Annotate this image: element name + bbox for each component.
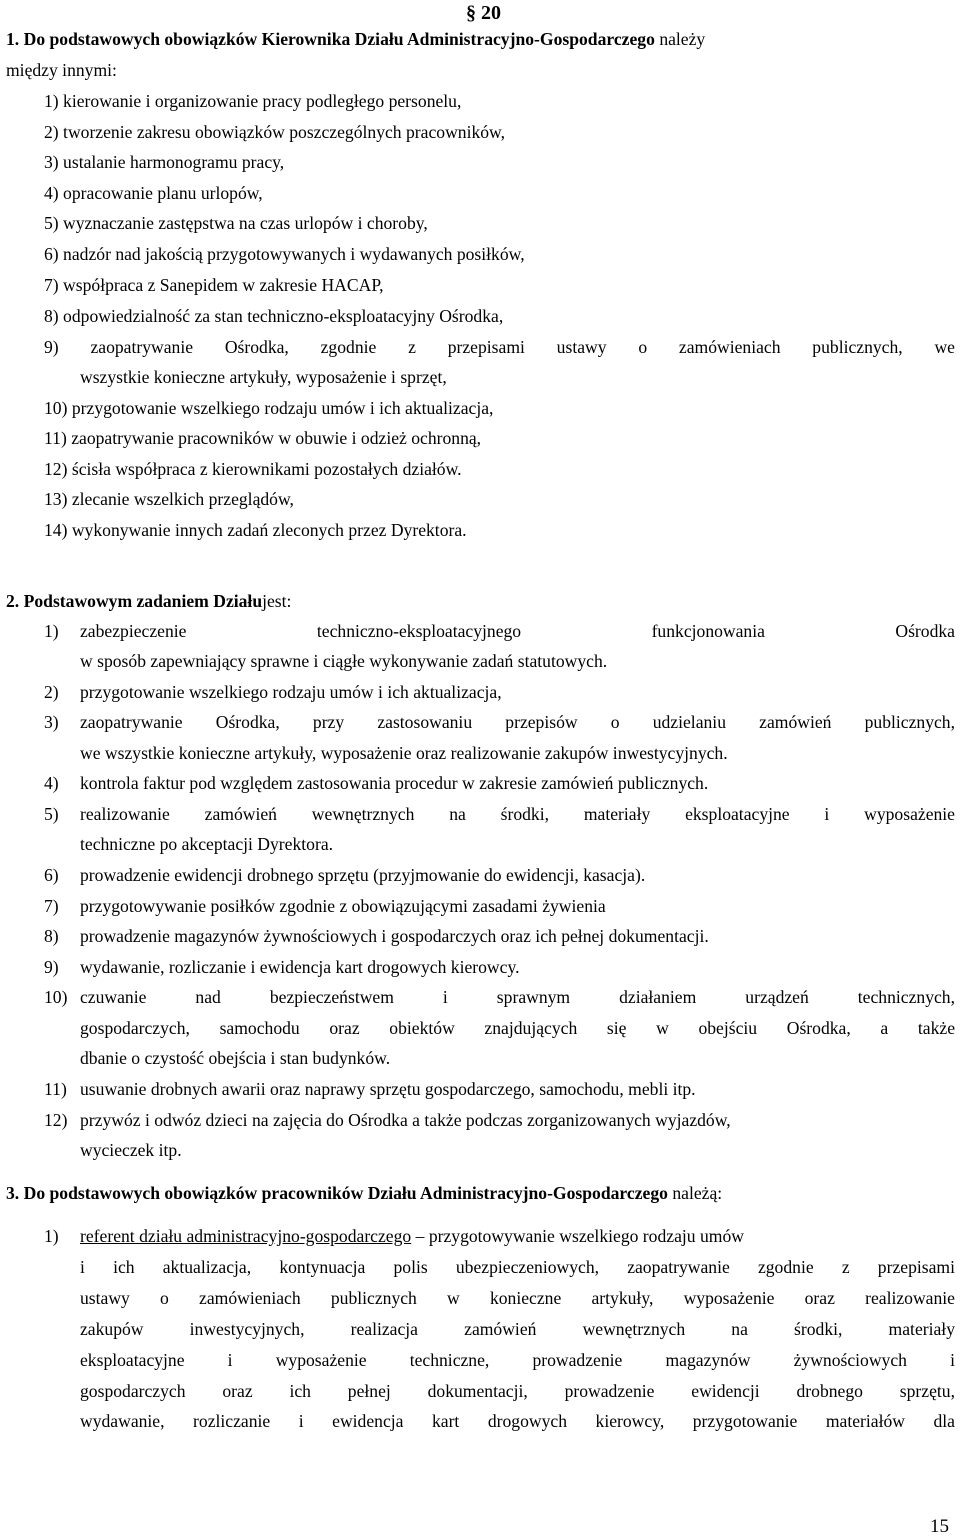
- s3-item1-first-rest: – przygotowywanie wszelkiego rodzaju umów: [411, 1226, 744, 1246]
- s2-item-num: 2): [44, 682, 59, 702]
- s1-heading-bold: Do podstawowych obowiązków Kierownika Działu Administracyjno-Gospodarczego: [23, 29, 655, 49]
- s2-item-text: przywóz i odwóz dzieci na zajęcia do Ośrodka a także podczas zorganizowanych wyjazdów,: [80, 1110, 731, 1130]
- s2-heading-num: 2.: [6, 591, 20, 611]
- s2-item-text: realizowanie zamówień wewnętrznych na środki, materiały eksploatacyjne i wyposażenie: [80, 804, 955, 824]
- s2-item-text: prowadzenie magazynów żywnościowych i gospodarczych oraz ich pełnej dokumentacji.: [80, 926, 709, 946]
- s2-item-num: 7): [44, 896, 59, 916]
- s2-item-num: 11): [44, 1079, 67, 1099]
- s2-item-num: 6): [44, 865, 59, 885]
- s1-item: wszystkie konieczne artykuły, wyposażenie i sprzęt,: [80, 367, 447, 387]
- s1-item: 2) tworzenie zakresu obowiązków poszczególnych pracowników,: [44, 122, 506, 142]
- s2-item-text: techniczne po akceptacji Dyrektora.: [80, 834, 334, 854]
- s2-item-text: przygotowywanie posiłków zgodnie z obowiązującymi zasadami żywienia: [80, 896, 606, 916]
- s1-item: 8) odpowiedzialność za stan techniczno-eksploatacyjny Ośrodka,: [44, 306, 504, 326]
- s2-item-text: przygotowanie wszelkiego rodzaju umów i ich aktualizacja,: [80, 682, 502, 702]
- s3-item1-line: wydawanie, rozliczanie i ewidencja kart drogowych kierowcy, przygotowanie materiałów dla: [80, 1411, 955, 1431]
- section-title: § 20: [466, 2, 501, 24]
- s3-item1-line: eksploatacyjne i wyposażenie techniczne, prowadzenie magazynów żywnościowych i: [80, 1350, 955, 1370]
- s2-heading-bold2: Działu: [213, 591, 263, 611]
- s2-item-text: prowadzenie ewidencji drobnego sprzętu (przyjmowanie do ewidencji, kasacja).: [80, 865, 646, 885]
- s2-heading: [6, 590, 291, 612]
- s2-item-text: usuwanie drobnych awarii oraz naprawy sprzętu gospodarczego, samochodu, mebli itp.: [80, 1079, 696, 1099]
- s3-heading: [6, 1182, 722, 1204]
- s2-item-num: 8): [44, 926, 59, 946]
- s2-item-text: wydawanie, rozliczanie i ewidencja kart drogowych kierowcy.: [80, 957, 520, 977]
- s2-item-text: wycieczek itp.: [80, 1140, 182, 1160]
- s1-item: 1) kierowanie i organizowanie pracy podległego personelu,: [44, 91, 462, 111]
- s3-heading-bold: Do podstawowych obowiązków pracowników Działu Administracyjno-Gospodarczego: [23, 1183, 668, 1203]
- s3-item1-line: i ich aktualizacja, kontynuacja polis ubezpieczeniowych, zaopatrywanie zgodnie z przepisami: [80, 1257, 955, 1277]
- s2-item-text: zaopatrywanie Ośrodka, przy zastosowaniu przepisów o udzielaniu zamówień publicznych,: [80, 712, 955, 732]
- s2-item-num: 1): [44, 621, 59, 641]
- s2-item-num: 5): [44, 804, 59, 824]
- s1-item: 12) ścisła współpraca z kierownikami pozostałych działów.: [44, 459, 462, 479]
- s1-heading: [6, 28, 705, 50]
- s2-item-num: 3): [44, 712, 59, 732]
- s2-item-text: we wszystkie konieczne artykuły, wyposażenie oraz realizowanie zakupów inwestycyjnych.: [80, 743, 728, 763]
- s3-heading-num: 3.: [6, 1183, 20, 1203]
- s3-item1-role: referent działu administracyjno-gospodarczego: [80, 1226, 412, 1246]
- s2-item-num: 9): [44, 957, 59, 977]
- s1-item: 9) zaopatrywanie Ośrodka, zgodnie z przepisami ustawy o zamówieniach publicznych, we: [44, 337, 955, 357]
- s1-item: 11) zaopatrywanie pracowników w obuwie i odzież ochronną,: [44, 428, 482, 448]
- s1-item: 3) ustalanie harmonogramu pracy,: [44, 152, 285, 172]
- s1-heading-num: 1.: [6, 29, 20, 49]
- s3-item1-line: zakupów inwestycyjnych, realizacja zamówień wewnętrznych na środki, materiały: [80, 1319, 955, 1339]
- s2-item-num: 4): [44, 773, 59, 793]
- s3-item1-line: gospodarczych oraz ich pełnej dokumentacji, prowadzenie ewidencji drobnego sprzętu,: [80, 1381, 955, 1401]
- s1-item: 4) opracowanie planu urlopów,: [44, 183, 263, 203]
- s2-item-text: w sposób zapewniający sprawne i ciągłe wykonywanie zadań statutowych.: [80, 651, 608, 671]
- s2-item-num: 12): [44, 1110, 68, 1130]
- s2-heading-bold: Podstawowym zadaniem: [23, 591, 209, 611]
- s1-heading-rest: należy: [659, 29, 706, 49]
- s1-item: 6) nadzór nad jakością przygotowywanych i wydawanych posiłków,: [44, 244, 525, 264]
- s2-item-num: 10): [44, 987, 68, 1007]
- s2-heading-rest: jest:: [262, 591, 292, 611]
- s1-item: 13) zlecanie wszelkich przeglądów,: [44, 489, 294, 509]
- s1-item: 14) wykonywanie innych zadań zleconych przez Dyrektora.: [44, 520, 467, 540]
- s2-item-text: zabezpieczenie techniczno-eksploatacyjnego funkcjonowania Ośrodka: [80, 621, 955, 641]
- s2-item-text: dbanie o czystość obejścia i stan budynków.: [80, 1048, 391, 1068]
- s1-item: 5) wyznaczanie zastępstwa na czas urlopów i choroby,: [44, 213, 428, 233]
- s2-item-text: czuwanie nad bezpieczeństwem i sprawnym działaniem urządzeń technicznych,: [80, 987, 955, 1007]
- s2-item-text: gospodarczych, samochodu oraz obiektów znajdujących się w obejściu Ośrodka, a także: [80, 1018, 955, 1038]
- s3-item1-num: 1): [44, 1226, 59, 1246]
- s1-heading-cont: między innymi:: [6, 60, 117, 80]
- page-number: 15: [930, 1516, 949, 1537]
- s1-item: 7) współpraca z Sanepidem w zakresie HACAP,: [44, 275, 384, 295]
- s2-item-text: kontrola faktur pod względem zastosowania procedur w zakresie zamówień publicznych.: [80, 773, 709, 793]
- s3-heading-rest: należą:: [672, 1183, 723, 1203]
- s3-item1-line: ustawy o zamówieniach publicznych w konieczne artykuły, wyposażenie oraz realizowanie: [80, 1288, 955, 1308]
- s3-item1-first: [80, 1225, 955, 1247]
- s1-item: 10) przygotowanie wszelkiego rodzaju umów i ich aktualizacja,: [44, 398, 494, 418]
